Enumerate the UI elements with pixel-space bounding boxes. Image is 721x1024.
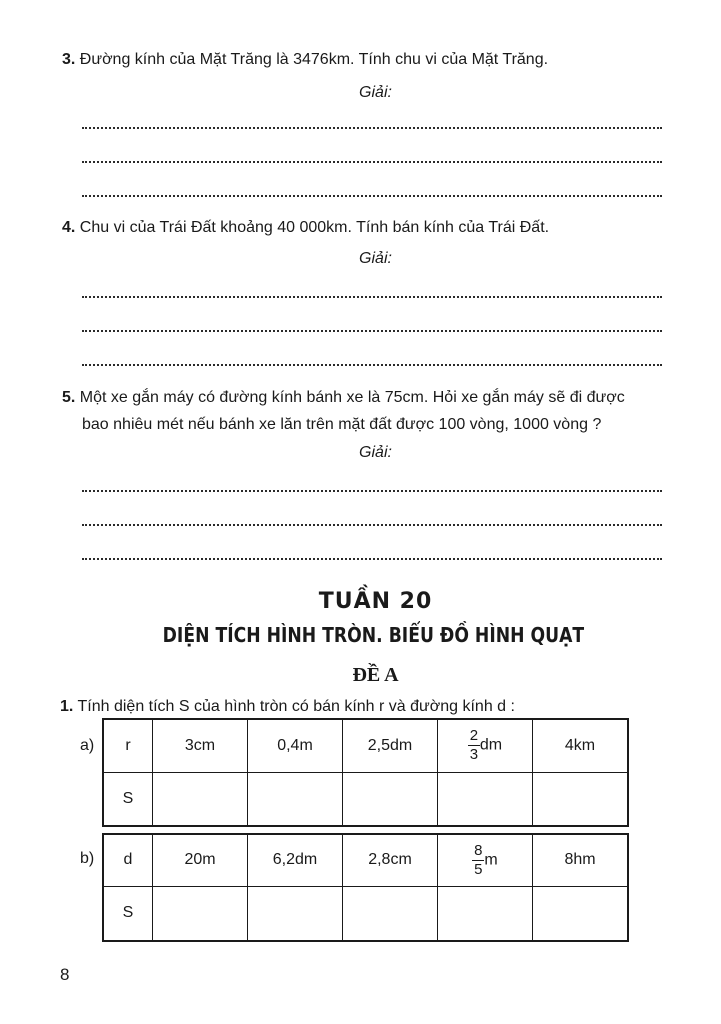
answer-line[interactable]: [82, 161, 662, 163]
table-a-label: a): [80, 737, 95, 754]
radius-value: 0,4m: [248, 719, 343, 772]
answer-cell[interactable]: [153, 772, 248, 826]
diameter-value: 20m: [153, 834, 248, 886]
fraction-unit: dm: [479, 736, 503, 754]
problem-text: Một xe gắn máy có đường kính bánh xe là 75cm. Hỏi xe gắn máy sẽ đi được: [79, 389, 625, 406]
area-row: [103, 886, 628, 941]
answer-cell[interactable]: [153, 886, 248, 941]
answer-line[interactable]: [82, 296, 662, 298]
diameter-value: 6,2dm: [248, 834, 343, 886]
row-header: d: [103, 834, 153, 886]
solution-label: Giải:: [359, 444, 392, 461]
fraction-denominator: 3: [469, 746, 479, 764]
answer-line[interactable]: [82, 524, 662, 526]
diameter-value-fraction: [438, 834, 533, 886]
exercise-number: 1.: [60, 698, 74, 715]
fraction: [468, 728, 480, 763]
row-header: S: [103, 772, 153, 826]
answer-cell[interactable]: [343, 886, 438, 941]
answer-line[interactable]: [82, 195, 662, 197]
problem-text-continued: bao nhiêu mét nếu bánh xe lăn trên mặt đất được 100 vòng, 1000 vòng ?: [82, 416, 602, 433]
row-header: r: [103, 719, 153, 772]
answer-line[interactable]: [82, 558, 662, 560]
answer-cell[interactable]: [438, 886, 533, 941]
problem-3: [62, 46, 665, 73]
radius-value-fraction: [438, 719, 533, 772]
table-b: [102, 833, 629, 942]
exercise-text: Tính diện tích S của hình tròn có bán kính r và đường kính d :: [77, 698, 515, 715]
problem-4: [62, 214, 665, 241]
answer-line[interactable]: [82, 490, 662, 492]
problem-text: Chu vi của Trái Đất khoảng 40 000km. Tính bán kính của Trái Đất.: [79, 219, 550, 236]
fraction-numerator: 2: [469, 727, 479, 745]
answer-cell[interactable]: [533, 886, 629, 941]
table-a: [102, 718, 629, 827]
answer-cell[interactable]: [248, 772, 343, 826]
fraction-denominator: 5: [474, 860, 483, 878]
radius-value: 2,5dm: [343, 719, 438, 772]
fraction-numerator: 8: [474, 841, 483, 859]
diameter-value: 2,8cm: [343, 834, 438, 886]
answer-line[interactable]: [82, 330, 662, 332]
area-row: [103, 772, 628, 826]
week-title: TUẦN 20: [318, 589, 433, 614]
problem-number: 5.: [62, 389, 76, 406]
page-number: 8: [60, 965, 70, 984]
answer-cell[interactable]: [438, 772, 533, 826]
answer-cell[interactable]: [343, 772, 438, 826]
fraction-unit: m: [484, 851, 498, 869]
answer-line[interactable]: [82, 127, 662, 129]
set-title: ĐỀ A: [352, 664, 399, 686]
radius-row: [103, 719, 628, 772]
answer-line[interactable]: [82, 364, 662, 366]
diameter-value: 8hm: [533, 834, 629, 886]
radius-value: 4km: [533, 719, 629, 772]
exercise-1: [60, 693, 665, 720]
solution-label: Giải:: [359, 250, 392, 267]
radius-value: 3cm: [153, 719, 248, 772]
topic-title: DIỆN TÍCH HÌNH TRÒN. BIỂU ĐỒ HÌNH QUẠT: [162, 623, 585, 647]
fraction: [472, 843, 484, 878]
diameter-row: [103, 834, 628, 886]
solution-label: Giải:: [359, 84, 392, 101]
problem-5: [62, 384, 665, 438]
answer-cell[interactable]: [248, 886, 343, 941]
answer-cell[interactable]: [533, 772, 629, 826]
row-header: S: [103, 886, 153, 941]
problem-text: Đường kính của Mặt Trăng là 3476km. Tính chu vi của Mặt Trăng.: [79, 51, 549, 68]
problem-number: 4.: [62, 219, 76, 236]
table-b-label: b): [80, 850, 95, 867]
problem-number: 3.: [62, 51, 76, 68]
